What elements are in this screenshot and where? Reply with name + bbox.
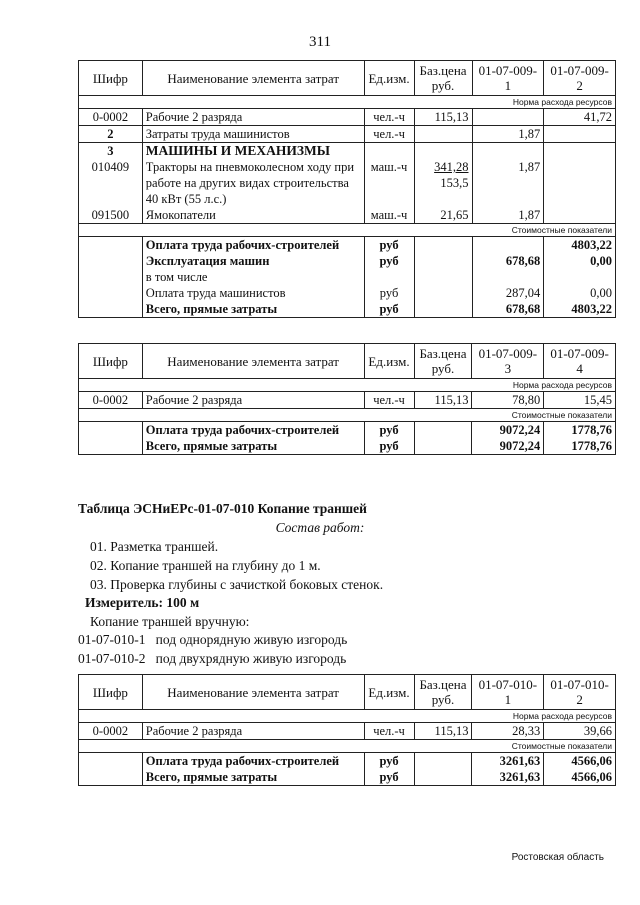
cost-label: Стоимостные показатели: [79, 409, 616, 422]
table-header-row: [79, 675, 616, 710]
table-row: 2 Затраты труда машинистов чел.-ч 1,87: [79, 126, 616, 143]
table-row: 0-0002 Рабочие 2 разряда чел.-ч 115,13 28,33 39,66: [79, 723, 616, 740]
col-header-variant: 01-07-010-1: [472, 675, 544, 710]
section-heading: Таблица ЭСНиЕРс-01-07-010 Копание траншей: [78, 501, 367, 516]
col-header-unit: Ед.изм.: [364, 61, 414, 96]
summary-row: Всего, прямые затраты руб 678,68 4803,22: [79, 301, 616, 318]
col-header-variant: 01-07-009-4: [544, 344, 616, 379]
col-header-variant: 01-07-009-3: [472, 344, 544, 379]
work-step: 01. Разметка траншей.: [90, 539, 219, 554]
summary-row: Оплата труда рабочих-строителей руб 3261,63 4566,06: [79, 753, 616, 770]
work-step: 03. Проверка глубины с зачисткой боковых стенок.: [90, 577, 384, 592]
intro-text: Копание траншей вручную:: [90, 614, 250, 629]
col-header-variant: 01-07-010-2: [544, 675, 616, 710]
col-header-base-price: Баз.цена руб.: [414, 344, 472, 379]
cost-label: Стоимостные показатели: [79, 224, 616, 237]
table-row: 3 МАШИНЫ И МЕХАНИЗМЫ: [79, 143, 616, 160]
col-header-name: Наименование элемента затрат: [142, 675, 364, 710]
meter-label: Измеритель: 100 м: [85, 595, 200, 610]
variant-line: 01-07-010-2 под двухрядную живую изгородь: [78, 651, 347, 666]
col-header-name: Наименование элемента затрат: [142, 344, 364, 379]
footer-region: Ростовская область: [511, 852, 604, 863]
resource-table-2: [78, 343, 616, 455]
resource-table-3: [78, 674, 616, 786]
norm-label: Норма расхода ресурсов: [79, 710, 616, 723]
col-header-code: Шифр: [79, 61, 143, 96]
table-row: 091500 Ямокопатели маш.-ч 21,65 1,87: [79, 207, 616, 224]
table-header-row: [79, 61, 616, 96]
composition-label: Состав работ:: [275, 520, 365, 535]
summary-row: Оплата труда рабочих-строителей руб 9072,24 1778,76: [79, 422, 616, 439]
col-header-unit: Ед.изм.: [364, 675, 414, 710]
table-row: 0-0002 Рабочие 2 разряда чел.-ч 115,13 41,72: [79, 109, 616, 126]
norm-label: Норма расхода ресурсов: [79, 379, 616, 392]
summary-row: Всего, прямые затраты руб 3261,63 4566,06: [79, 769, 616, 786]
summary-row: Оплата труда рабочих-строителей руб 4803,22: [79, 237, 616, 254]
page-number: 311: [309, 34, 331, 50]
col-header-code: Шифр: [79, 344, 143, 379]
col-header-variant: 01-07-009-1: [472, 61, 544, 96]
variant-line: 01-07-010-1 под однорядную живую изгородь: [78, 632, 348, 647]
work-step: 02. Копание траншей на глубину до 1 м.: [90, 558, 321, 573]
resource-table-1: [78, 60, 616, 318]
table-header-row: [79, 344, 616, 379]
summary-row: Эксплуатация машин руб 678,68 0,00: [79, 253, 616, 269]
cost-label: Стоимостные показатели: [79, 740, 616, 753]
summary-row: в том числе: [79, 269, 616, 285]
col-header-code: Шифр: [79, 675, 143, 710]
col-header-variant: 01-07-009-2: [544, 61, 616, 96]
summary-row: Всего, прямые затраты руб 9072,24 1778,76: [79, 438, 616, 455]
norm-label: Норма расхода ресурсов: [79, 96, 616, 109]
table-row: 0-0002 Рабочие 2 разряда чел.-ч 115,13 78,80 15,45: [79, 392, 616, 409]
col-header-base-price: Баз.цена руб.: [414, 675, 472, 710]
table-row: 010409 Тракторы на пневмоколесном ходу при работе на других видах строительства 40 кВт (55 л.с.) маш.-ч 341,28 153,5 1,87: [79, 159, 616, 207]
summary-row: Оплата труда машинистов руб 287,04 0,00: [79, 285, 616, 301]
col-header-unit: Ед.изм.: [364, 344, 414, 379]
col-header-base-price: Баз.цена руб.: [414, 61, 472, 96]
col-header-name: Наименование элемента затрат: [142, 61, 364, 96]
